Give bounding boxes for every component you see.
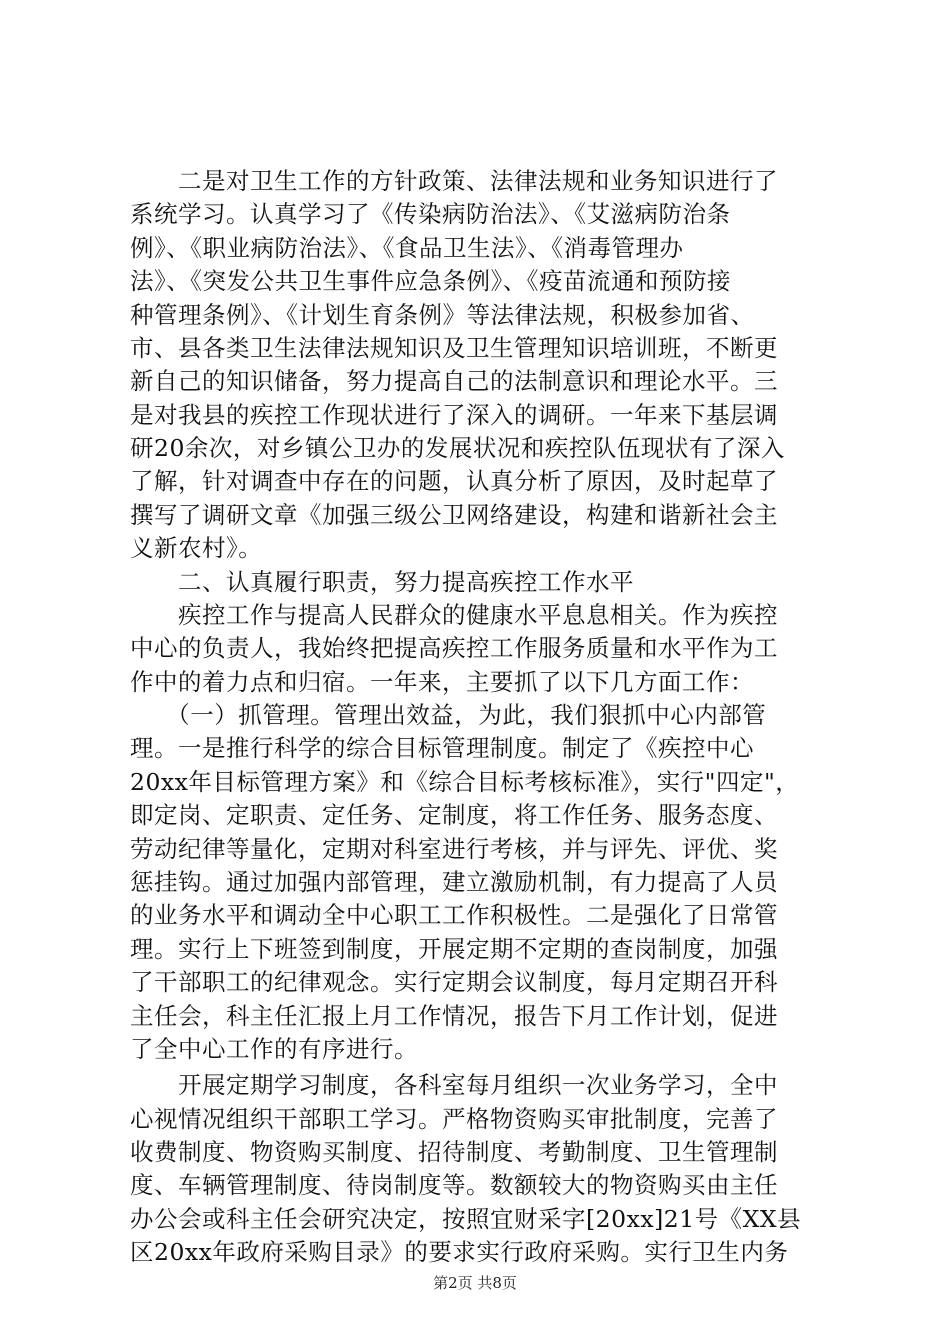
text-line: 即定岗、定职责、定任务、定制度，将工作任务、服务态度、: [130, 801, 778, 829]
text-line: 20xx年目标管理方案》和《综合目标考核标准》，实行"四定"，: [130, 768, 800, 796]
text-line: 新自己的知识储备，努力提高自己的法制意识和理论水平。三: [130, 367, 778, 395]
text-line: 了全中心工作的有序进行。: [130, 1035, 418, 1063]
text-line: 主任会，科主任汇报上月工作情况，报告下月工作计划，促进: [130, 1002, 778, 1030]
text-line: 理。实行上下班签到制度，开展定期不定期的查岗制度，加强: [130, 935, 778, 963]
text-line: 惩挂钩。通过加强内部管理，建立激励机制，有力提高了人员: [130, 868, 778, 896]
section-heading: 二、认真履行职责，努力提高疾控工作水平: [130, 568, 634, 596]
page-number-footer: 第2页 共8页: [433, 1274, 517, 1292]
text-line: 系统学习。认真学习了《传染病防治法》、《艾滋病防治条: [130, 200, 731, 228]
text-line: 研20余次，对乡镇公卫办的发展状况和疾控队伍现状有了深入: [130, 434, 785, 462]
text-line: 例》、《职业病防治法》、《食品卫生法》、《消毒管理办: [130, 234, 684, 262]
text-line: 了解，针对调查中存在的问题，认真分析了原因，及时起草了: [130, 467, 778, 495]
text-line: 义新农村》。: [130, 534, 263, 562]
text-line: 撰写了调研文章《加强三级公卫网络建设，构建和谐新社会主: [130, 501, 778, 529]
text-line: 疾控工作与提高人民群众的健康水平息息相关。作为疾控: [130, 601, 778, 629]
text-line: 理。一是推行科学的综合目标管理制度。制定了《疾控中心: [130, 734, 754, 762]
text-line: 的业务水平和调动全中心职工工作积极性。二是强化了日常管: [130, 901, 778, 929]
text-line: （一）抓管理。管理出效益，为此，我们狠抓中心内部管: [130, 701, 767, 729]
text-line: 了干部职工的纪律观念。实行定期会议制度，每月定期召开科: [130, 968, 778, 996]
text-line: 收费制度、物资购买制度、招待制度、考勤制度、卫生管理制: [130, 1138, 778, 1166]
text-line: 种管理条例》、《计划生育条例》等法律法规，积极参加省、: [130, 301, 755, 329]
text-line: 二是对卫生工作的方针政策、法律法规和业务知识进行了: [130, 167, 778, 195]
text-line: 办公会或科主任会研究决定，按照宜财采字[20xx]21号《XX县: [130, 1205, 802, 1233]
text-line: 开展定期学习制度，各科室每月组织一次业务学习，全中: [130, 1071, 778, 1099]
text-line: 心视情况组织干部职工学习。严格物资购买审批制度，完善了: [130, 1105, 778, 1133]
text-line: 市、县各类卫生法律法规知识及卫生管理知识培训班，不断更: [130, 334, 778, 362]
text-line: 作中的着力点和归宿。一年来，主要抓了以下几方面工作：: [130, 668, 754, 696]
text-line: 区20xx年政府采购目录》的要求实行政府采购。实行卫生内务: [130, 1238, 789, 1266]
text-line: 劳动纪律等量化，定期对科室进行考核，并与评先、评优、奖: [130, 835, 778, 863]
text-line: 是对我县的疾控工作现状进行了深入的调研。一年来下基层调: [130, 401, 778, 429]
text-line: 法》、《突发公共卫生事件应急条例》、《疫苗流通和预防接: [130, 267, 731, 295]
text-line: 度、车辆管理制度、待岗制度等。数额较大的物资购买由主任: [130, 1171, 778, 1199]
text-line: 中心的负责人，我始终把提高疾控工作服务质量和水平作为工: [130, 634, 778, 662]
